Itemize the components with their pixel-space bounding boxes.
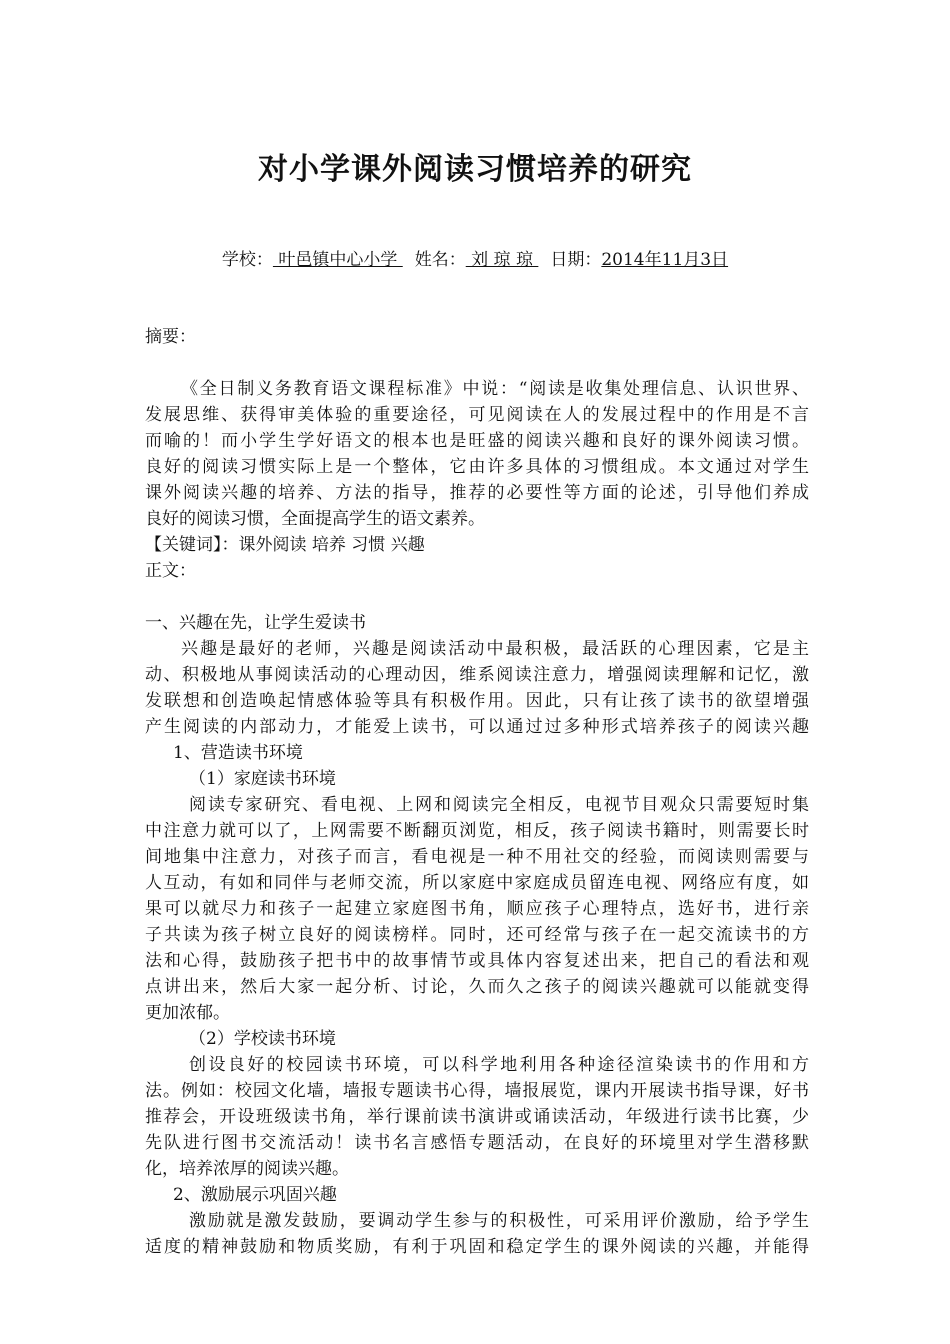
paragraph-line: 创设良好的校园读书环境，可以科学地利用各种途径渲染读书的作用和方 xyxy=(189,1055,809,1075)
abstract-line: 《全日制义务教育语文课程标准》中说：“阅读是收集处理信息、认识世界、 xyxy=(181,379,809,399)
paragraph-line: 点讲出来，然后大家一起分析、讨论，久而久之孩子的阅读兴趣就可以能就变得 xyxy=(145,977,809,997)
school-label: 学校： xyxy=(221,250,273,270)
body-label: 正文： xyxy=(145,561,196,581)
abstract-line: 而喻的！而小学生学好语文的根本也是旺盛的阅读兴趣和良好的课外阅读习惯。 xyxy=(145,431,809,451)
abstract-line: 发展思维、获得审美体验的重要途径，可见阅读在人的发展过程中的作用是不言 xyxy=(145,405,809,425)
date-value: 2014年11月3日 xyxy=(601,250,729,270)
paragraph-line: 中注意力就可以了，上网需要不断翻页浏览，相反，孩子阅读书籍时，则需要长时 xyxy=(145,821,809,841)
name-value: 刘 琼 琼 xyxy=(465,250,539,270)
paragraph-line: 推荐会，开设班级读书角，举行课前读书演讲或诵读活动，年级进行读书比赛，少 xyxy=(145,1107,809,1127)
paragraph-line: 果可以就尽力和孩子一起建立家庭图书角，顺应孩子心理特点，选好书，进行亲 xyxy=(145,899,809,919)
document-title: 对小学课外阅读习惯培养的研究 xyxy=(258,152,692,187)
paragraph-line: 人互动，有如和同伴与老师交流，所以家庭中家庭成员留连电视、网络应有度，如 xyxy=(145,873,809,893)
paragraph-line: 阅读专家研究、看电视、上网和阅读完全相反，电视节目观众只需要短时集 xyxy=(189,795,809,815)
paragraph-line: 发联想和创造唤起情感体验等具有积极作用。因此，只有让孩了读书的欲望增强 xyxy=(145,691,809,711)
paragraph-line: 子共读为孩子树立良好的阅读榜样。同时，还可经常与孩子在一起交流读书的方 xyxy=(145,925,809,945)
paragraph-line: 法和心得，鼓励孩子把书中的故事情节或具体内容复述出来，把自己的看法和观 xyxy=(145,951,809,971)
subsection-heading: （2）学校读书环境 xyxy=(189,1029,336,1049)
subsection-paragraph xyxy=(145,1052,809,1182)
abstract-line: 良好的阅读习惯，全面提高学生的语文素养。 xyxy=(145,509,485,529)
paragraph-line: 动、积极地从事阅读活动的心理动因，维系阅读注意力，增强阅读理解和记忆，激 xyxy=(145,665,809,685)
paragraph-line: 更加浓郁。 xyxy=(145,1003,230,1023)
subsection-heading: （1）家庭读书环境 xyxy=(189,769,336,789)
abstract-label: 摘要： xyxy=(145,327,196,347)
paragraph-line: 产生阅读的内部动力，才能爱上读书，可以通过过多种形式培养孩子的阅读兴趣 xyxy=(145,717,809,737)
date-label: 日期： xyxy=(550,250,602,270)
paragraph-line: 激励就是激发鼓励，要调动学生参与的积极性，可采用评价激励，给予学生 xyxy=(189,1211,809,1231)
author-info-line xyxy=(0,247,950,273)
subsection-paragraph xyxy=(145,792,809,1026)
abstract-paragraph xyxy=(145,376,809,532)
paragraph-line: 化，培养浓厚的阅读兴趣。 xyxy=(145,1159,349,1179)
subsection-paragraph xyxy=(145,1208,809,1260)
keywords: 【关键词】：课外阅读 培养 习惯 兴趣 xyxy=(145,535,425,555)
abstract-line: 良好的阅读习惯实际上是一个整体，它由许多具体的习惯组成。本文通过对学生 xyxy=(145,457,809,477)
document-body xyxy=(145,324,809,1260)
paragraph-line: 法。例如：校园文化墙，墙报专题读书心得，墙报展览，课内开展读书指导课，好书 xyxy=(145,1081,809,1101)
paragraph-line: 先队进行图书交流活动！读书名言感悟专题活动，在良好的环境里对学生潜移默 xyxy=(145,1133,809,1153)
school-value: 叶邑镇中心小学 xyxy=(272,250,403,270)
subsection-heading: 1、营造读书环境 xyxy=(173,743,303,763)
subsection-heading: 2、激励展示巩固兴趣 xyxy=(173,1185,337,1205)
section-heading: 一、兴趣在先，让学生爱读书 xyxy=(145,613,366,633)
section-paragraph xyxy=(145,636,809,740)
paragraph-line: 适度的精神鼓励和物质奖励，有利于巩固和稳定学生的课外阅读的兴趣，并能得 xyxy=(145,1237,809,1257)
paragraph-line: 间地集中注意力，对孩子而言，看电视是一种不用社交的经验，而阅读则需要与 xyxy=(145,847,809,867)
name-label: 姓名： xyxy=(414,250,466,270)
paragraph-line: 兴趣是最好的老师，兴趣是阅读活动中最积极，最活跃的心理因素，它是主 xyxy=(181,639,809,659)
abstract-line: 课外阅读兴趣的培养、方法的指导，推荐的必要性等方面的论述，引导他们养成 xyxy=(145,483,809,503)
